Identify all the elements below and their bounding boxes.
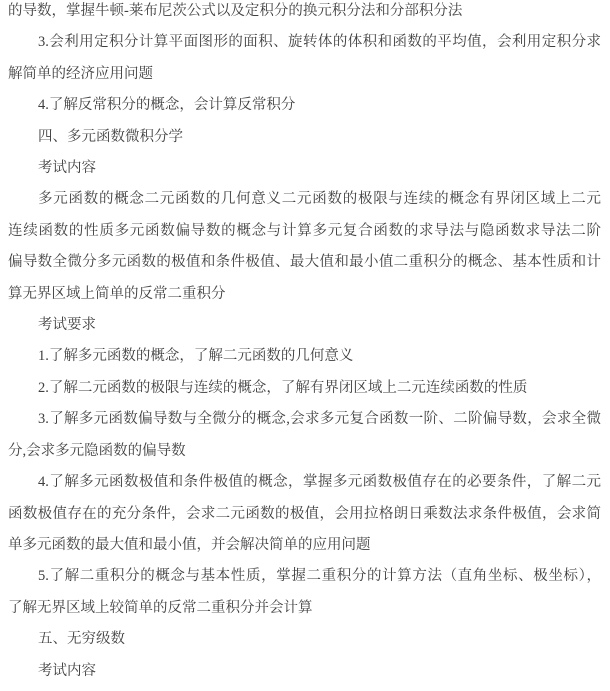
requirement-item-1: 1.了解多元函数的概念，了解二元函数的几何意义 — [38, 348, 354, 365]
requirement-item-4-continuation-2: 单多元函数的最大值和最小值，并会解决简单的应用问题 — [8, 536, 371, 553]
requirement-item-4-improper-integral: 4.了解反常积分的概念，会计算反常积分 — [38, 97, 296, 114]
exam-content-text-line-1: 多元函数的概念二元函数的几何意义二元函数的极限与连续的概念有界闭区域上二元 — [38, 191, 601, 208]
exam-content-text-line-4: 算无界区域上简单的反常二重积分 — [8, 285, 226, 302]
requirement-item-5-double-integral: 5.了解二重积分的概念与基本性质，掌握二重积分的计算方法（直角坐标、极坐标）， — [38, 568, 601, 585]
exam-content-heading: 考试内容 — [38, 160, 96, 177]
exam-requirements-heading: 考试要求 — [38, 317, 96, 334]
exam-content-text-line-2: 连续函数的性质多元函数偏导数的概念与计算多元复合函数的求导法与隐函数求导法二阶 — [8, 222, 601, 239]
requirement-item-3-continuation: 解简单的经济应用问题 — [8, 65, 153, 82]
requirement-item-3-definite-integral: 3.会利用定积分计算平面图形的面积、旋转体的体积和函数的平均值，会利用定积分求 — [38, 34, 601, 51]
paragraph-continuation-newton-leibniz: 的导数，掌握牛顿-莱布尼茨公式以及定积分的换元积分法和分部积分法 — [8, 3, 463, 19]
section-heading-chapter-5: 五、无穷级数 — [38, 631, 125, 648]
requirement-item-3-continuation-2: 分,会求多元隐函数的偏导数 — [8, 442, 186, 459]
section-heading-chapter-4: 四、多元函数微积分学 — [38, 128, 183, 145]
exam-content-heading-2: 考试内容 — [38, 662, 96, 679]
requirement-item-4-continuation-1: 函数极值存在的充分条件，会求二元函数的极值，会用拉格朗日乘数法求条件极值，会求简 — [8, 505, 601, 522]
exam-content-text-line-3: 偏导数全微分多元函数的极值和条件极值、最大值和最小值二重积分的概念、基本性质和计 — [8, 254, 601, 271]
requirement-item-4-extremum: 4.了解多元函数极值和条件极值的概念，掌握多元函数极值存在的必要条件，了解二元 — [38, 474, 601, 491]
requirement-item-3-partial-derivative: 3.了解多元函数偏导数与全微分的概念,会求多元复合函数一阶、二阶偏导数，会求全微 — [38, 411, 601, 428]
requirement-item-2: 2.了解二元函数的极限与连续的概念，了解有界闭区域上二元连续函数的性质 — [38, 379, 528, 396]
requirement-item-5-continuation: 了解无界区域上较简单的反常二重积分并会计算 — [8, 599, 313, 616]
